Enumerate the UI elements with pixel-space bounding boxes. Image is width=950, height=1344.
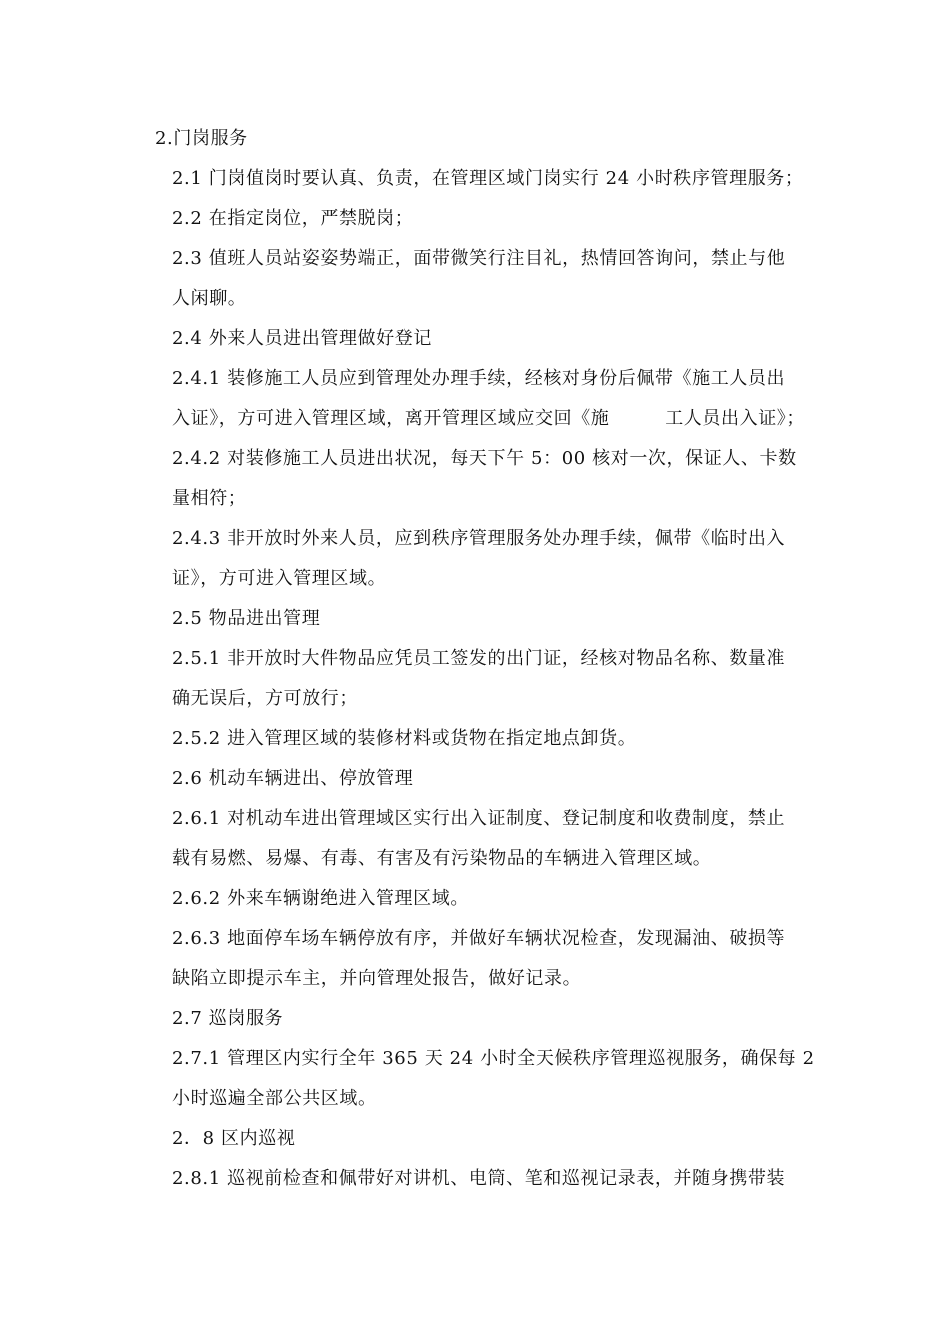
clause-2-2: 2.2 在指定岗位，严禁脱岗；	[172, 208, 414, 229]
clause-2-5-2: 2.5.2 进入管理区域的装修材料或货物在指定地点卸货。	[172, 728, 637, 749]
clause-2-4-heading: 2.4 外来人员进出管理做好登记	[172, 328, 432, 349]
clause-2-5-1: 2.5.1 非开放时大件物品应凭员工签发的出门证，经核对物品名称、数量准	[172, 648, 786, 669]
clause-2-7-heading: 2.7 巡岗服务	[172, 1008, 284, 1029]
clause-2-4-1: 2.4.1 装修施工人员应到管理处办理手续，经核对身份后佩带《施工人员出	[172, 368, 786, 389]
clause-2-6-1: 2.6.1 对机动车进出管理域区实行出入证制度、登记制度和收费制度，禁止	[172, 808, 786, 829]
clause-2-7-1: 2.7.1 管理区内实行全年 365 天 24 小时全天候秩序管理巡视服务，确保每 2	[172, 1048, 815, 1069]
clause-2-5-1-cont: 确无误后，方可放行；	[172, 688, 358, 709]
clause-2-6-3-cont: 缺陷立即提示车主，并向管理处报告，做好记录。	[172, 968, 582, 989]
clause-2-6-heading: 2.6 机动车辆进出、停放管理	[172, 768, 414, 789]
clause-2-3-cont: 人闲聊。	[172, 288, 247, 309]
clause-2-4-2-cont: 量相符；	[172, 488, 247, 509]
clause-2-6-3: 2.6.3 地面停车场车辆停放有序，并做好车辆状况检查，发现漏油、破损等	[172, 928, 786, 949]
clause-2-4-3-cont: 证》，方可进入管理区域。	[172, 568, 387, 589]
clause-2-3: 2.3 值班人员站姿姿势端正，面带微笑行注目礼，热情回答询问，禁止与他	[172, 248, 786, 269]
clause-2-1: 2.1 门岗值岗时要认真、负责，在管理区域门岗实行 24 小时秩序管理服务；	[172, 168, 804, 189]
clause-2-7-1-cont: 小时巡遍全部公共区域。	[172, 1088, 377, 1109]
clause-2-4-3: 2.4.3 非开放时外来人员，应到秩序管理服务处办理手续，佩带《临时出入	[172, 528, 786, 549]
clause-2-6-2: 2.6.2 外来车辆谢绝进入管理区域。	[172, 888, 469, 909]
clause-2-8-heading: 2．8 区内巡视	[172, 1128, 296, 1149]
clause-2-4-2: 2.4.2 对装修施工人员进出状况，每天下午 5：00 核对一次，保证人、卡数	[172, 448, 797, 469]
clause-2-4-1-cont: 入证》，方可进入管理区域，离开管理区域应交回《施 工人员出入证》；	[172, 408, 805, 429]
clause-2-8-1: 2.8.1 巡视前检查和佩带好对讲机、电筒、笔和巡视记录表，并随身携带装	[172, 1168, 786, 1189]
clause-2-5-heading: 2.5 物品进出管理	[172, 608, 321, 629]
clause-2-6-1-cont: 载有易燃、易爆、有毒、有害及有污染物品的车辆进入管理区域。	[172, 848, 712, 869]
section-heading-gate-service: 2.门岗服务	[155, 128, 248, 149]
